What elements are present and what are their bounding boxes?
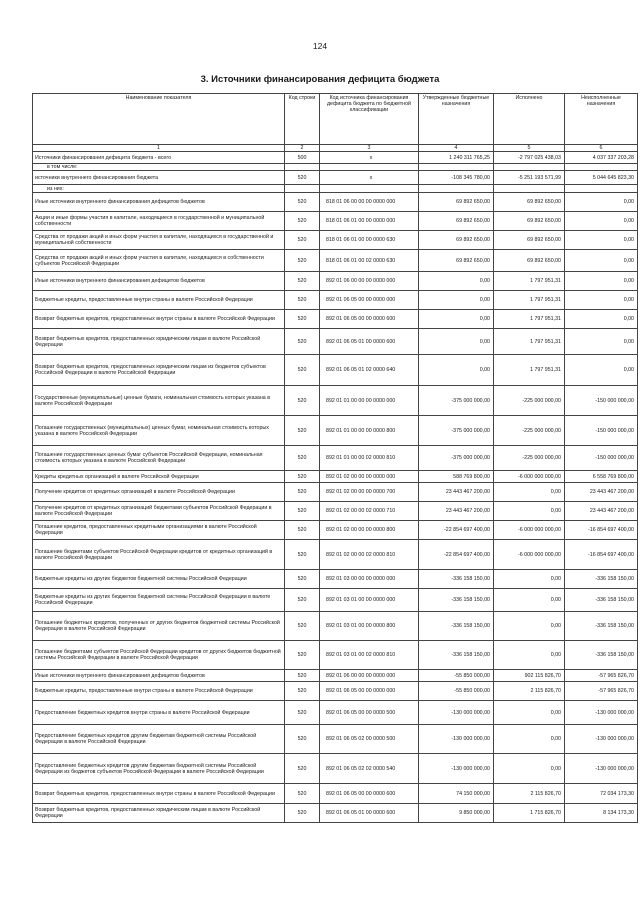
row-name-cell: Средства от продажи акций и иных форм участия в капитале, находящихся в государственной и муниципальной собственности [33, 231, 285, 250]
row-approved-cell: 69 892 650,00 [419, 193, 494, 212]
table-row [33, 612, 638, 641]
row-name-cell: Средства от продажи акций и иных форм участия в капитале, находящихся в собственности субъектов Российской Федерации [33, 250, 285, 272]
row-approved-cell: 23 443 467 200,00 [419, 483, 494, 502]
row-approved-cell: 588 769 800,00 [419, 471, 494, 483]
row-source-code-cell: 892 01 06 05 01 02 0000 640 [320, 355, 419, 386]
row-name-cell: Кредиты кредитных организаций в валюте Российской Федерации [33, 471, 285, 483]
row-executed-cell: -6 000 000 000,00 [494, 540, 565, 570]
row-executed-cell: 0,00 [494, 483, 565, 502]
row-approved-cell: -336 158 150,00 [419, 570, 494, 589]
row-executed-cell: 0,00 [494, 570, 565, 589]
header-approved: Утвержденные бюджетные назначения [419, 94, 494, 145]
page-number: 124 [312, 41, 328, 51]
row-executed-cell: -2 797 025 438,03 [494, 152, 565, 164]
row-unexecuted-cell: 8 134 173,30 [565, 804, 638, 823]
column-number: 5 [494, 145, 565, 152]
header-indicator-name: Наименование показателя [33, 94, 285, 145]
row-unexecuted-cell: -336 158 150,00 [565, 641, 638, 670]
row-source-code-cell: 892 01 02 00 00 00 0000 000 [320, 471, 419, 483]
row-approved-cell: -336 158 150,00 [419, 612, 494, 641]
row-executed-cell: 902 115 826,70 [494, 670, 565, 682]
row-approved-cell: 23 443 467 200,00 [419, 502, 494, 521]
table-row [33, 521, 638, 540]
row-line-code-cell: 520 [285, 231, 320, 250]
row-source-code-cell: 892 01 02 00 00 00 0000 700 [320, 483, 419, 502]
header-row [33, 94, 638, 145]
row-approved-cell: -108 345 780,00 [419, 171, 494, 185]
row-approved-cell: 0,00 [419, 310, 494, 329]
table-row [33, 589, 638, 612]
row-name-cell: Иные источники внутреннего финансирования дефицитов бюджетов [33, 670, 285, 682]
row-unexecuted-cell: -16 854 697 400,00 [565, 540, 638, 570]
row-unexecuted-cell: -16 854 697 400,00 [565, 521, 638, 540]
row-unexecuted-cell [565, 164, 638, 171]
row-executed-cell: 69 892 650,00 [494, 250, 565, 272]
row-name-cell: Бюджетные кредиты из других бюджетов бюджетной системы Российской Федерации [33, 570, 285, 589]
row-line-code-cell: 520 [285, 171, 320, 185]
row-line-code-cell: 520 [285, 570, 320, 589]
row-unexecuted-cell: 0,00 [565, 231, 638, 250]
row-approved-cell [419, 164, 494, 171]
row-approved-cell: -130 000 000,00 [419, 701, 494, 725]
row-unexecuted-cell: 0,00 [565, 193, 638, 212]
row-executed-cell: 0,00 [494, 701, 565, 725]
row-line-code-cell: 520 [285, 310, 320, 329]
row-executed-cell: -225 000 000,00 [494, 446, 565, 471]
row-unexecuted-cell: 4 037 337 203,28 [565, 152, 638, 164]
row-source-code-cell: 892 01 06 00 00 00 0000 000 [320, 670, 419, 682]
row-line-code-cell: 520 [285, 471, 320, 483]
row-approved-cell: 1 240 311 765,25 [419, 152, 494, 164]
table-row [33, 570, 638, 589]
row-name-cell: Погашение государственных (муниципальных) ценных бумаг, номинальная стоимость которых указана в валюте Российской Федерации [33, 416, 285, 446]
row-line-code-cell: 500 [285, 152, 320, 164]
row-source-code-cell [320, 185, 419, 193]
row-line-code-cell: 520 [285, 670, 320, 682]
row-approved-cell [419, 185, 494, 193]
financing-sources-table [32, 93, 638, 823]
row-name-cell: из них: [33, 185, 285, 193]
row-line-code-cell: 520 [285, 589, 320, 612]
table-row [33, 310, 638, 329]
row-name-cell: Бюджетные кредиты, предоставленные внутри страны в валюте Российской Федерации [33, 682, 285, 701]
row-executed-cell: -6 000 000 000,00 [494, 471, 565, 483]
row-line-code-cell: 520 [285, 416, 320, 446]
row-line-code-cell: 520 [285, 502, 320, 521]
row-name-cell: Погашение кредитов, предоставленных кредитными организациями в валюте Российской Федерации [33, 521, 285, 540]
row-approved-cell: -130 000 000,00 [419, 754, 494, 784]
row-unexecuted-cell [565, 185, 638, 193]
page-title: 3. Источники финансирования дефицита бюджета [200, 74, 440, 85]
row-unexecuted-cell: 0,00 [565, 310, 638, 329]
row-approved-cell: -130 000 000,00 [419, 725, 494, 754]
table-row [33, 231, 638, 250]
row-name-cell: Получение кредитов от кредитных организаций в валюте Российской Федерации [33, 483, 285, 502]
row-line-code-cell: 520 [285, 804, 320, 823]
row-executed-cell: 0,00 [494, 725, 565, 754]
row-line-code-cell: 520 [285, 250, 320, 272]
row-line-code-cell: 520 [285, 291, 320, 310]
row-line-code-cell: 520 [285, 386, 320, 416]
row-name-cell: Предоставление бюджетных кредитов внутри страны в валюте Российской Федерации [33, 701, 285, 725]
table-row [33, 250, 638, 272]
row-line-code-cell: 520 [285, 483, 320, 502]
row-line-code-cell [285, 185, 320, 193]
table-row [33, 483, 638, 502]
row-source-code-cell: 892 01 03 01 00 00 0000 000 [320, 589, 419, 612]
table-row [33, 540, 638, 570]
row-source-code-cell: 892 01 02 00 00 02 0000 810 [320, 540, 419, 570]
row-executed-cell: -225 000 000,00 [494, 386, 565, 416]
row-source-code-cell: 892 01 02 00 00 00 0000 800 [320, 521, 419, 540]
row-approved-cell: -55 850 000,00 [419, 682, 494, 701]
table-row [33, 185, 638, 193]
row-executed-cell: 1 797 951,31 [494, 272, 565, 291]
row-unexecuted-cell: 23 443 467 200,00 [565, 502, 638, 521]
row-unexecuted-cell: -336 158 150,00 [565, 570, 638, 589]
table-row [33, 804, 638, 823]
row-source-code-cell: 892 01 06 05 02 02 0000 540 [320, 754, 419, 784]
row-unexecuted-cell: -336 158 150,00 [565, 612, 638, 641]
header-source-code: Код источника финансирования дефицита бюджета по бюджетной классификации [320, 94, 419, 145]
row-source-code-cell: 892 01 06 05 00 00 0000 000 [320, 291, 419, 310]
row-source-code-cell: 892 01 06 05 02 00 0000 500 [320, 725, 419, 754]
table-row [33, 641, 638, 670]
row-source-code-cell: 892 01 06 05 00 00 0000 600 [320, 310, 419, 329]
row-line-code-cell: 520 [285, 212, 320, 231]
table-row [33, 725, 638, 754]
row-name-cell: Возврат бюджетных кредитов, предоставленных внутри страны в валюте Российской Федерации [33, 310, 285, 329]
row-approved-cell: -336 158 150,00 [419, 641, 494, 670]
row-unexecuted-cell: -150 000 000,00 [565, 416, 638, 446]
row-unexecuted-cell: -57 965 826,70 [565, 670, 638, 682]
row-approved-cell: 69 892 650,00 [419, 250, 494, 272]
table-row [33, 329, 638, 355]
row-line-code-cell: 520 [285, 682, 320, 701]
row-approved-cell: -375 000 000,00 [419, 386, 494, 416]
header-executed: Исполнено [494, 94, 565, 145]
row-source-code-cell: 892 01 03 01 00 00 0000 800 [320, 612, 419, 641]
row-executed-cell: 1 715 826,70 [494, 804, 565, 823]
row-line-code-cell: 520 [285, 701, 320, 725]
row-source-code-cell: 892 01 03 01 00 02 0000 810 [320, 641, 419, 670]
table-row [33, 502, 638, 521]
row-executed-cell: -5 251 193 571,99 [494, 171, 565, 185]
table-row [33, 416, 638, 446]
row-executed-cell: 1 797 951,31 [494, 291, 565, 310]
row-unexecuted-cell: 72 034 173,30 [565, 784, 638, 804]
row-line-code-cell: 520 [285, 784, 320, 804]
table-body [33, 152, 638, 823]
row-line-code-cell: 520 [285, 355, 320, 386]
row-source-code-cell: 818 01 06 01 00 00 0000 630 [320, 231, 419, 250]
row-source-code-cell: 892 01 02 00 00 02 0000 710 [320, 502, 419, 521]
row-source-code-cell: 892 01 01 00 00 00 0000 000 [320, 386, 419, 416]
row-executed-cell: 0,00 [494, 589, 565, 612]
row-line-code-cell: 520 [285, 193, 320, 212]
row-line-code-cell: 520 [285, 641, 320, 670]
table-row [33, 446, 638, 471]
row-unexecuted-cell: 6 558 769 800,00 [565, 471, 638, 483]
row-approved-cell: 9 850 000,00 [419, 804, 494, 823]
table-row [33, 754, 638, 784]
row-line-code-cell: 520 [285, 540, 320, 570]
row-line-code-cell: 520 [285, 754, 320, 784]
row-name-cell: Иные источники внутреннего финансирования дефицитов бюджетов [33, 272, 285, 291]
table-row [33, 386, 638, 416]
table-row [33, 164, 638, 171]
row-approved-cell: -22 854 697 400,00 [419, 521, 494, 540]
table-row [33, 784, 638, 804]
column-number: 6 [565, 145, 638, 152]
row-line-code-cell: 520 [285, 725, 320, 754]
column-number: 3 [320, 145, 419, 152]
row-line-code-cell: 520 [285, 612, 320, 641]
row-unexecuted-cell: -130 000 000,00 [565, 701, 638, 725]
table-row [33, 701, 638, 725]
row-executed-cell: 0,00 [494, 502, 565, 521]
row-unexecuted-cell: -150 000 000,00 [565, 446, 638, 471]
row-executed-cell: -6 000 000 000,00 [494, 521, 565, 540]
row-unexecuted-cell: 23 443 467 200,00 [565, 483, 638, 502]
row-approved-cell: 69 892 650,00 [419, 212, 494, 231]
row-source-code-cell: 892 01 01 00 00 00 0000 800 [320, 416, 419, 446]
row-name-cell: Получение кредитов от кредитных организаций бюджетами субъектов Российской Федерации в валюте Российской Федерации [33, 502, 285, 521]
row-source-code-cell: 892 01 06 05 00 00 0000 500 [320, 701, 419, 725]
table-row [33, 291, 638, 310]
row-unexecuted-cell: 0,00 [565, 329, 638, 355]
row-name-cell: Предоставление бюджетных кредитов другим бюджетам бюджетной системы Российской Федерации из бюджетов субъектов Российской Федерации в валюте Российской Федерации [33, 754, 285, 784]
row-executed-cell [494, 185, 565, 193]
table-row [33, 682, 638, 701]
row-name-cell: Возврат бюджетных кредитов, предоставленных юридическим лицам в валюте Российской Федерации [33, 804, 285, 823]
row-source-code-cell: 892 01 06 05 00 00 0000 600 [320, 784, 419, 804]
row-unexecuted-cell: 0,00 [565, 250, 638, 272]
row-line-code-cell [285, 164, 320, 171]
row-source-code-cell: 892 01 06 05 01 00 0000 600 [320, 329, 419, 355]
table-row [33, 471, 638, 483]
row-unexecuted-cell: -130 000 000,00 [565, 754, 638, 784]
row-approved-cell: -336 158 150,00 [419, 589, 494, 612]
row-unexecuted-cell: 0,00 [565, 291, 638, 310]
row-executed-cell: 0,00 [494, 612, 565, 641]
row-name-cell: Государственные (муниципальные) ценные бумаги, номинальная стоимость которых указана в валюте Российской Федерации [33, 386, 285, 416]
table-row [33, 193, 638, 212]
column-number-row [33, 145, 638, 152]
row-executed-cell [494, 164, 565, 171]
row-executed-cell: 0,00 [494, 754, 565, 784]
row-approved-cell: 69 892 650,00 [419, 231, 494, 250]
header-line-code: Код строки [285, 94, 320, 145]
row-name-cell: Возврат бюджетных кредитов, предоставленных внутри страны в валюте Российской Федерации [33, 784, 285, 804]
row-name-cell: Возврат бюджетных кредитов, предоставленных юридическим лицам из бюджетов субъектов Российской Федерации в валюте Российской Федерации [33, 355, 285, 386]
row-line-code-cell: 520 [285, 521, 320, 540]
row-name-cell: источники внутреннего финансирования бюджета [33, 171, 285, 185]
row-executed-cell: 69 892 650,00 [494, 212, 565, 231]
row-source-code-cell: x [320, 171, 419, 185]
table-row [33, 355, 638, 386]
row-approved-cell: 74 150 000,00 [419, 784, 494, 804]
row-unexecuted-cell: 5 044 645 823,30 [565, 171, 638, 185]
row-source-code-cell: 892 01 06 00 00 00 0000 000 [320, 272, 419, 291]
row-executed-cell: 1 797 951,31 [494, 329, 565, 355]
row-source-code-cell: 892 01 06 05 00 00 0000 000 [320, 682, 419, 701]
row-name-cell: Погашение бюджетами субъектов Российской Федерации кредитов от кредитных организаций в валюте Российской Федерации [33, 540, 285, 570]
table-row [33, 272, 638, 291]
row-approved-cell: -22 854 697 400,00 [419, 540, 494, 570]
row-approved-cell: -375 000 000,00 [419, 416, 494, 446]
row-name-cell: Акции и иные формы участия в капитале, находящиеся в государственной и муниципальной собственности [33, 212, 285, 231]
row-unexecuted-cell: -336 158 150,00 [565, 589, 638, 612]
row-unexecuted-cell: -130 000 000,00 [565, 725, 638, 754]
row-executed-cell: 1 797 951,31 [494, 310, 565, 329]
row-source-code-cell: 818 01 06 01 00 00 0000 000 [320, 212, 419, 231]
row-line-code-cell: 520 [285, 329, 320, 355]
row-approved-cell: 0,00 [419, 291, 494, 310]
row-unexecuted-cell: 0,00 [565, 212, 638, 231]
row-approved-cell: 0,00 [419, 272, 494, 291]
row-approved-cell: 0,00 [419, 329, 494, 355]
header-unexecuted: Неисполненные назначения [565, 94, 638, 145]
table-row [33, 171, 638, 185]
row-name-cell: Источники финансирования дефицита бюджета - всего [33, 152, 285, 164]
row-unexecuted-cell: -150 000 000,00 [565, 386, 638, 416]
row-source-code-cell: 818 01 06 01 00 02 0000 630 [320, 250, 419, 272]
row-line-code-cell: 520 [285, 272, 320, 291]
row-source-code-cell: 818 01 06 00 00 00 0000 000 [320, 193, 419, 212]
row-source-code-cell: 892 01 03 00 00 00 0000 000 [320, 570, 419, 589]
row-executed-cell: 1 797 951,31 [494, 355, 565, 386]
row-name-cell: Погашение бюджетами субъектов Российской Федерации кредитов от других бюджетов бюджетной системы Российской Федерации в валюте Российской Федерации [33, 641, 285, 670]
table-row [33, 212, 638, 231]
row-name-cell: Возврат бюджетных кредитов, предоставленных юридическим лицам в валюте Российской Федерации [33, 329, 285, 355]
row-executed-cell: 0,00 [494, 641, 565, 670]
row-line-code-cell: 520 [285, 446, 320, 471]
column-number: 1 [33, 145, 285, 152]
row-name-cell: Бюджетные кредиты из других бюджетов бюджетной системы Российской Федерации в валюте Российской Федерации [33, 589, 285, 612]
row-name-cell: Иные источники внутреннего финансирования дефицитов бюджетов [33, 193, 285, 212]
row-executed-cell: -225 000 000,00 [494, 416, 565, 446]
row-approved-cell: -55 850 000,00 [419, 670, 494, 682]
row-approved-cell: 0,00 [419, 355, 494, 386]
row-unexecuted-cell: 0,00 [565, 355, 638, 386]
row-source-code-cell [320, 164, 419, 171]
row-unexecuted-cell: -57 965 826,70 [565, 682, 638, 701]
row-name-cell: Погашение бюджетных кредитов, полученных от других бюджетов бюджетной системы Российской Федерации в валюте Российской Федерации [33, 612, 285, 641]
row-name-cell: Предоставление бюджетных кредитов другим бюджетам бюджетной системы Российской Федерации в валюте Российской Федерации [33, 725, 285, 754]
row-approved-cell: -375 000 000,00 [419, 446, 494, 471]
row-executed-cell: 2 115 826,70 [494, 682, 565, 701]
table-row [33, 670, 638, 682]
row-name-cell: Бюджетные кредиты, предоставленные внутри страны в валюте Российской Федерации [33, 291, 285, 310]
row-executed-cell: 69 892 650,00 [494, 231, 565, 250]
table-row [33, 152, 638, 164]
column-number: 4 [419, 145, 494, 152]
row-name-cell: в том числе: [33, 164, 285, 171]
row-executed-cell: 69 892 650,00 [494, 193, 565, 212]
row-source-code-cell: x [320, 152, 419, 164]
row-unexecuted-cell: 0,00 [565, 272, 638, 291]
row-name-cell: Погашение государственных ценных бумаг субъектов Российской Федерации, номинальная стоимость которых указана в валюте Российской Федерации [33, 446, 285, 471]
row-source-code-cell: 892 01 01 00 00 02 0000 810 [320, 446, 419, 471]
row-source-code-cell: 892 01 06 05 01 00 0000 600 [320, 804, 419, 823]
row-executed-cell: 2 115 826,70 [494, 784, 565, 804]
column-number: 2 [285, 145, 320, 152]
